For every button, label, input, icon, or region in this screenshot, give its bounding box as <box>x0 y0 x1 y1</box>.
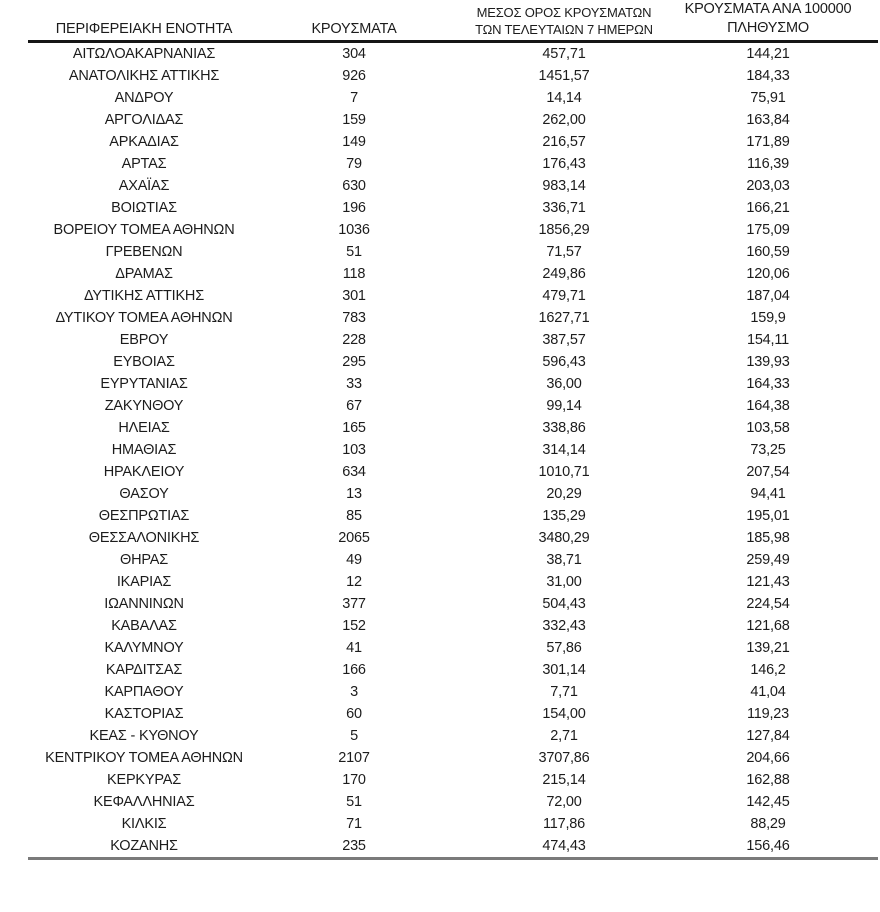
cell-cases: 60 <box>346 706 362 722</box>
header-per100k <box>680 0 856 40</box>
cell-avg7: 1451,57 <box>538 68 590 84</box>
cell-per100k: 224,54 <box>746 596 790 612</box>
cell-cases: 7 <box>350 90 358 106</box>
cell-avg7: 38,71 <box>546 552 582 568</box>
cell-avg7: 338,86 <box>542 420 586 436</box>
cell-avg7: 3707,86 <box>538 750 590 766</box>
table-row <box>28 505 878 527</box>
cell-cases: 783 <box>342 310 366 326</box>
cell-avg7: 3480,29 <box>538 530 590 546</box>
cell-cases: 149 <box>342 134 366 150</box>
header-per100k-line2: ΠΛΗΘΥΣΜΟ <box>727 20 809 36</box>
cell-cases: 5 <box>350 728 358 744</box>
table-row <box>28 153 878 175</box>
cell-region: ΗΛΕΙΑΣ <box>118 420 170 436</box>
cell-region: ΑΙΤΩΛΟΑΚΑΡΝΑΝΙΑΣ <box>72 46 216 62</box>
cell-spacer <box>856 241 878 263</box>
cell-spacer <box>856 571 878 593</box>
cell-cases: 51 <box>346 794 362 810</box>
cell-region: ΓΡΕΒΕΝΩΝ <box>105 244 183 260</box>
table-row <box>28 351 878 373</box>
table-row <box>28 571 878 593</box>
table-row <box>28 769 878 791</box>
cell-per100k: 204,66 <box>746 750 790 766</box>
cell-spacer <box>856 637 878 659</box>
table-row <box>28 175 878 197</box>
cell-cases: 152 <box>342 618 366 634</box>
table-row <box>28 417 878 439</box>
cell-cases: 235 <box>342 838 366 854</box>
cell-spacer <box>856 65 878 87</box>
cell-spacer <box>856 263 878 285</box>
cell-cases: 926 <box>342 68 366 84</box>
table-row <box>28 593 878 615</box>
cell-cases: 2065 <box>338 530 370 546</box>
cell-spacer <box>856 417 878 439</box>
cell-per100k: 156,46 <box>746 838 790 854</box>
header-per100k-line1: ΚΡΟΥΣΜΑΤΑ ΑΝΑ 100000 <box>684 1 852 17</box>
table-row <box>28 263 878 285</box>
cell-spacer <box>856 813 878 835</box>
cell-spacer <box>856 285 878 307</box>
cell-per100k: 146,2 <box>750 662 786 678</box>
table-row <box>28 747 878 769</box>
cell-spacer <box>856 461 878 483</box>
cell-avg7: 474,43 <box>542 838 586 854</box>
cell-cases: 630 <box>342 178 366 194</box>
cell-spacer <box>856 747 878 769</box>
cell-spacer <box>856 197 878 219</box>
cell-region: ΑΡΤΑΣ <box>121 156 167 172</box>
cell-cases: 13 <box>346 486 362 502</box>
cell-per100k: 94,41 <box>750 486 786 502</box>
table-row <box>28 813 878 835</box>
cell-avg7: 596,43 <box>542 354 586 370</box>
table-row <box>28 395 878 417</box>
cell-region: ΑΝΔΡΟΥ <box>114 90 174 106</box>
cell-per100k: 121,43 <box>746 574 790 590</box>
cell-cases: 1036 <box>338 222 370 238</box>
cell-spacer <box>856 373 878 395</box>
cell-region: ΚΑΣΤΟΡΙΑΣ <box>104 706 184 722</box>
header-avg7 <box>448 4 680 40</box>
table-body <box>28 43 878 860</box>
cell-per100k: 142,45 <box>746 794 790 810</box>
cell-cases: 71 <box>346 816 362 832</box>
cell-region: ΙΚΑΡΙΑΣ <box>116 574 172 590</box>
cell-per100k: 103,58 <box>746 420 790 436</box>
cell-per100k: 75,91 <box>750 90 786 106</box>
cell-per100k: 159,9 <box>750 310 786 326</box>
table-row <box>28 703 878 725</box>
cell-avg7: 71,57 <box>546 244 582 260</box>
cell-region: ΚΙΛΚΙΣ <box>121 816 167 832</box>
table-row <box>28 725 878 747</box>
cell-cases: 301 <box>342 288 366 304</box>
table-row <box>28 483 878 505</box>
cell-avg7: 36,00 <box>546 376 582 392</box>
cell-spacer <box>856 703 878 725</box>
cell-cases: 165 <box>342 420 366 436</box>
cell-cases: 49 <box>346 552 362 568</box>
cell-spacer <box>856 395 878 417</box>
cell-spacer <box>856 527 878 549</box>
table-row <box>28 615 878 637</box>
cell-region: ΑΧΑΪΑΣ <box>118 178 170 194</box>
header-cases-label: ΚΡΟΥΣΜΑΤΑ <box>311 21 397 37</box>
cell-avg7: 2,71 <box>550 728 578 744</box>
cell-avg7: 216,57 <box>542 134 586 150</box>
cell-cases: 12 <box>346 574 362 590</box>
cell-region: ΚΕΝΤΡΙΚΟΥ ΤΟΜΕΑ ΑΘΗΝΩΝ <box>45 750 243 766</box>
cell-per100k: 160,59 <box>746 244 790 260</box>
cell-cases: 634 <box>342 464 366 480</box>
cell-per100k: 203,03 <box>746 178 790 194</box>
table-row <box>28 43 878 65</box>
table-row <box>28 87 878 109</box>
table-row <box>28 659 878 681</box>
cell-cases: 51 <box>346 244 362 260</box>
cell-cases: 304 <box>342 46 366 62</box>
cell-spacer <box>856 769 878 791</box>
cell-per100k: 120,06 <box>746 266 790 282</box>
table-row <box>28 373 878 395</box>
cell-avg7: 983,14 <box>542 178 586 194</box>
table-row <box>28 219 878 241</box>
cell-avg7: 249,86 <box>542 266 586 282</box>
cell-region: ΘΕΣΣΑΛΟΝΙΚΗΣ <box>88 530 200 546</box>
cell-region: ΘΕΣΠΡΩΤΙΑΣ <box>98 508 190 524</box>
cell-avg7: 20,29 <box>546 486 582 502</box>
cell-avg7: 14,14 <box>546 90 582 106</box>
header-avg7-line2: ΤΩΝ ΤΕΛΕΥΤΑΙΩΝ 7 ΗΜΕΡΩΝ <box>475 22 653 37</box>
table-row <box>28 439 878 461</box>
cell-region: ΚΕΦΑΛΛΗΝΙΑΣ <box>93 794 195 810</box>
cell-cases: 3 <box>350 684 358 700</box>
cell-per100k: 139,93 <box>746 354 790 370</box>
cell-cases: 228 <box>342 332 366 348</box>
cell-cases: 170 <box>342 772 366 788</box>
cell-avg7: 457,71 <box>542 46 586 62</box>
cell-per100k: 73,25 <box>750 442 786 458</box>
cell-per100k: 162,88 <box>746 772 790 788</box>
header-spacer <box>856 38 878 40</box>
table-row <box>28 285 878 307</box>
cell-spacer <box>856 615 878 637</box>
header-region <box>28 20 260 40</box>
cell-spacer <box>856 307 878 329</box>
cell-spacer <box>856 131 878 153</box>
cell-region: ΗΜΑΘΙΑΣ <box>111 442 177 458</box>
cell-cases: 166 <box>342 662 366 678</box>
cell-avg7: 301,14 <box>542 662 586 678</box>
cell-cases: 118 <box>342 266 366 282</box>
table-row <box>28 527 878 549</box>
cell-cases: 2107 <box>338 750 370 766</box>
cell-cases: 41 <box>346 640 362 656</box>
cell-region: ΑΡΚΑΔΙΑΣ <box>109 134 179 150</box>
cell-region: ΘΗΡΑΣ <box>120 552 168 568</box>
cell-region: ΚΕΡΚΥΡΑΣ <box>107 772 181 788</box>
cell-cases: 196 <box>342 200 366 216</box>
cell-cases: 103 <box>342 442 366 458</box>
cell-cases: 79 <box>346 156 362 172</box>
cell-cases: 67 <box>346 398 362 414</box>
cell-per100k: 207,54 <box>746 464 790 480</box>
cell-avg7: 154,00 <box>542 706 586 722</box>
cell-per100k: 259,49 <box>746 552 790 568</box>
cell-per100k: 41,04 <box>750 684 786 700</box>
table-row <box>28 65 878 87</box>
cell-avg7: 215,14 <box>542 772 586 788</box>
table-row <box>28 197 878 219</box>
cell-per100k: 195,01 <box>746 508 790 524</box>
cell-per100k: 166,21 <box>746 200 790 216</box>
cell-avg7: 176,43 <box>542 156 586 172</box>
table-row <box>28 681 878 703</box>
regional-cases-table <box>28 0 878 860</box>
cell-region: ΖΑΚΥΝΘΟΥ <box>104 398 184 414</box>
cell-region: ΚΟΖΑΝΗΣ <box>110 838 178 854</box>
cell-avg7: 504,43 <box>542 596 586 612</box>
table-row <box>28 131 878 153</box>
cell-per100k: 171,89 <box>746 134 790 150</box>
cell-spacer <box>856 87 878 109</box>
cell-spacer <box>856 791 878 813</box>
cell-avg7: 479,71 <box>542 288 586 304</box>
cell-region: ΒΟΙΩΤΙΑΣ <box>111 200 177 216</box>
cell-per100k: 88,29 <box>750 816 786 832</box>
cell-spacer <box>856 175 878 197</box>
cell-per100k: 119,23 <box>746 706 790 722</box>
cell-spacer <box>856 505 878 527</box>
header-avg7-line1: ΜΕΣΟΣ ΟΡΟΣ ΚΡΟΥΣΜΑΤΩΝ <box>476 5 652 20</box>
cell-per100k: 187,04 <box>746 288 790 304</box>
cell-cases: 295 <box>342 354 366 370</box>
table-header <box>28 0 878 43</box>
cell-per100k: 185,98 <box>746 530 790 546</box>
cell-spacer <box>856 659 878 681</box>
cell-per100k: 164,38 <box>746 398 790 414</box>
cell-avg7: 72,00 <box>546 794 582 810</box>
table-row <box>28 307 878 329</box>
cell-spacer <box>856 681 878 703</box>
cell-spacer <box>856 219 878 241</box>
cell-region: ΙΩΑΝΝΙΝΩΝ <box>104 596 184 612</box>
cell-cases: 377 <box>342 596 366 612</box>
cell-avg7: 7,71 <box>550 684 578 700</box>
cell-avg7: 99,14 <box>546 398 582 414</box>
table-row <box>28 461 878 483</box>
cell-per100k: 139,21 <box>746 640 790 656</box>
cell-region: ΔΥΤΙΚΟΥ ΤΟΜΕΑ ΑΘΗΝΩΝ <box>55 310 233 326</box>
cell-per100k: 175,09 <box>746 222 790 238</box>
cell-avg7: 135,29 <box>542 508 586 524</box>
cell-region: ΚΕΑΣ - ΚΥΘΝΟΥ <box>89 728 199 744</box>
cell-per100k: 154,11 <box>746 332 790 348</box>
cell-spacer <box>856 835 878 857</box>
cell-spacer <box>856 483 878 505</box>
cell-per100k: 164,33 <box>746 376 790 392</box>
cell-region: ΕΥΒΟΙΑΣ <box>113 354 175 370</box>
cell-per100k: 116,39 <box>746 156 790 172</box>
cell-region: ΚΑΡΔΙΤΣΑΣ <box>105 662 183 678</box>
cell-region: ΕΥΡΥΤΑΝΙΑΣ <box>100 376 188 392</box>
cell-spacer <box>856 109 878 131</box>
cell-cases: 159 <box>342 112 366 128</box>
cell-per100k: 127,84 <box>746 728 790 744</box>
cell-cases: 85 <box>346 508 362 524</box>
cell-region: ΔΥΤΙΚΗΣ ΑΤΤΙΚΗΣ <box>84 288 204 304</box>
table-row <box>28 835 878 857</box>
table-row <box>28 791 878 813</box>
cell-avg7: 336,71 <box>542 200 586 216</box>
header-cases <box>260 20 448 40</box>
cell-spacer <box>856 593 878 615</box>
cell-avg7: 1856,29 <box>538 222 590 238</box>
cell-spacer <box>856 439 878 461</box>
table-row <box>28 549 878 571</box>
cell-region: ΚΑΡΠΑΘΟΥ <box>104 684 184 700</box>
cell-region: ΑΡΓΟΛΙΔΑΣ <box>104 112 184 128</box>
cell-region: ΚΑΒΑΛΑΣ <box>111 618 177 634</box>
cell-spacer <box>856 329 878 351</box>
cell-region: ΘΑΣΟΥ <box>119 486 169 502</box>
cell-spacer <box>856 725 878 747</box>
table-row <box>28 637 878 659</box>
cell-per100k: 121,68 <box>746 618 790 634</box>
cell-avg7: 1010,71 <box>538 464 590 480</box>
cell-avg7: 262,00 <box>542 112 586 128</box>
cell-avg7: 31,00 <box>546 574 582 590</box>
cell-avg7: 387,57 <box>542 332 586 348</box>
cell-spacer <box>856 153 878 175</box>
table-row <box>28 329 878 351</box>
table-row <box>28 241 878 263</box>
cell-per100k: 144,21 <box>746 46 790 62</box>
cell-avg7: 1627,71 <box>538 310 590 326</box>
cell-region: ΚΑΛΥΜΝΟΥ <box>104 640 184 656</box>
cell-spacer <box>856 549 878 571</box>
cell-per100k: 184,33 <box>746 68 790 84</box>
cell-cases: 33 <box>346 376 362 392</box>
cell-avg7: 117,86 <box>542 816 586 832</box>
cell-region: ΕΒΡΟΥ <box>119 332 169 348</box>
cell-avg7: 314,14 <box>542 442 586 458</box>
cell-avg7: 57,86 <box>546 640 582 656</box>
table-row <box>28 109 878 131</box>
cell-region: ΒΟΡΕΙΟΥ ΤΟΜΕΑ ΑΘΗΝΩΝ <box>53 222 235 238</box>
cell-avg7: 332,43 <box>542 618 586 634</box>
cell-region: ΑΝΑΤΟΛΙΚΗΣ ΑΤΤΙΚΗΣ <box>68 68 220 84</box>
cell-region: ΔΡΑΜΑΣ <box>115 266 173 282</box>
header-region-label: ΠΕΡΙΦΕΡΕΙΑΚΗ ΕΝΟΤΗΤΑ <box>55 21 233 37</box>
cell-spacer <box>856 43 878 65</box>
cell-spacer <box>856 351 878 373</box>
cell-region: ΗΡΑΚΛΕΙΟΥ <box>103 464 185 480</box>
cell-per100k: 163,84 <box>746 112 790 128</box>
